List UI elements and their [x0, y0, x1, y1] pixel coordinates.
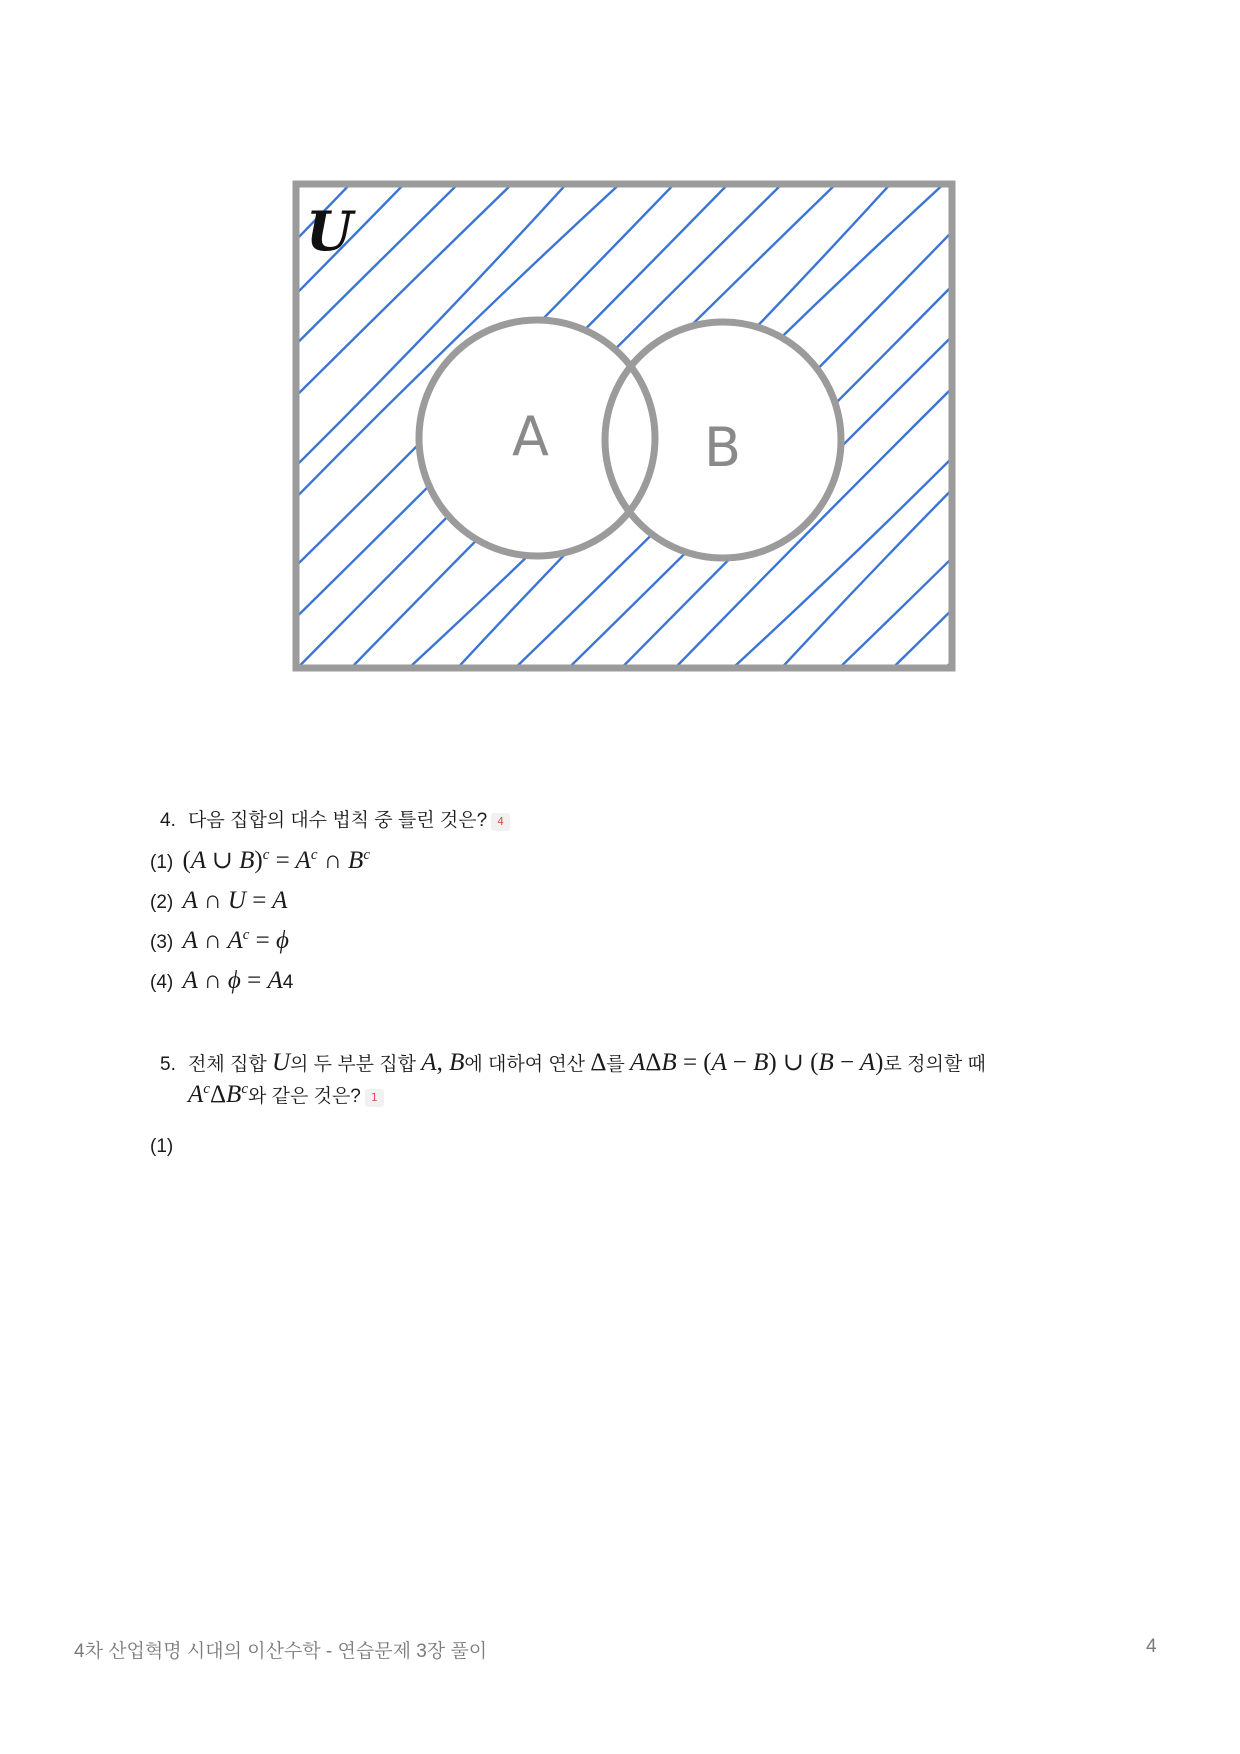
choice-formula: A ∩ $A^c = \phi$: [182, 927, 289, 954]
hatch-stroke: [374, 180, 894, 700]
question-5: 5. 전체 집합 U의 두 부분 집합 A, B에 대하여 연산 Δ를 AΔB = (A − B) ∪ (B − A)로 정의할 때 $A^c\Delta B^c$와 같은 것은? 1: [160, 1049, 986, 1108]
choice-formula: A ∩ ϕ = A: [182, 967, 283, 994]
choice-3: [150, 926, 289, 958]
universe-label: U: [306, 199, 354, 263]
hatch-stroke: [0, 180, 354, 700]
choice-1: [150, 846, 370, 878]
hatch-stroke: [752, 180, 1240, 700]
choice-formula: (A ∪ $B)^c = A^c$ ∩ $B^c$: [182, 847, 370, 874]
question-5-text: 를: [606, 1054, 625, 1075]
choice-2: [150, 886, 287, 918]
venn-diagram: [0, 0, 1240, 700]
question-5-text: 로 정의할 때: [883, 1054, 986, 1075]
hatch-stroke: [482, 180, 1002, 700]
question-5-text: 와 같은 것은?: [247, 1086, 361, 1107]
footer-title: 4차 산업혁명 시대의 이산수학 - 연습문제 3장 풀이: [74, 1641, 488, 1662]
hatch-stroke: [0, 180, 300, 700]
hatch-stroke: [0, 180, 516, 700]
hatch-stroke: [590, 180, 1110, 700]
choice-formula: A ∩ U = A: [182, 887, 288, 914]
hatch-stroke: [0, 180, 462, 700]
question-5-text: 의 두 부분 집합: [290, 1054, 417, 1075]
hatch-stroke: [1076, 180, 1240, 700]
question-4: [160, 806, 510, 836]
hatch-stroke: [428, 180, 948, 700]
hatch-stroke: [860, 180, 1240, 700]
answer-badge: 4: [491, 813, 510, 831]
page-number: 4: [1146, 1636, 1157, 1657]
question-5-number: 5.: [160, 1054, 176, 1075]
set-b-label: B: [704, 416, 742, 479]
hatch-stroke: [1022, 180, 1240, 700]
universe-rectangle: [296, 184, 952, 668]
hatch-stroke: [320, 180, 840, 700]
hatch-stroke: [914, 180, 1240, 700]
choice-label: (2): [150, 892, 174, 913]
choice-4: [150, 966, 293, 998]
set-a-label: A: [512, 405, 549, 468]
hatch-stroke: [806, 180, 1240, 700]
choice-label: (4): [150, 972, 174, 993]
hatch-stroke: [1130, 180, 1240, 700]
hatch-stroke: [968, 180, 1240, 700]
choice-label: (3): [150, 932, 174, 953]
question-4-text: 다음 집합의 대수 법칙 중 틀린 것은?: [188, 810, 488, 831]
choice-1: [150, 1132, 177, 1162]
hatch-stroke: [698, 180, 1218, 700]
choice-tail: 4: [282, 972, 294, 993]
question-4-number: 4.: [160, 810, 176, 831]
question-5-text: 전체 집합: [188, 1054, 267, 1075]
choice-label: (1): [150, 1136, 174, 1157]
complement-hatching: [0, 180, 1240, 700]
hatch-stroke: [536, 180, 1056, 700]
choice-label: (1): [150, 852, 174, 873]
question-5-text: 에 대하여 연산: [464, 1054, 586, 1075]
answer-badge: 1: [365, 1089, 384, 1107]
